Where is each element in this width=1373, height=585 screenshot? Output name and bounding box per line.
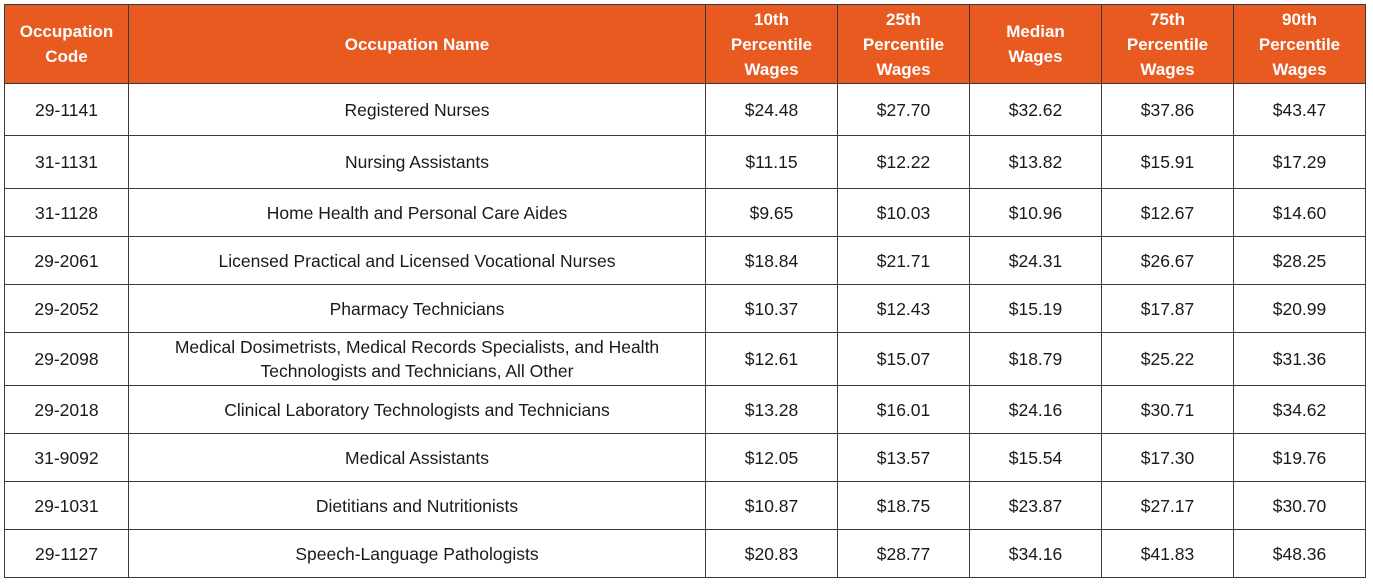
occupation-name-cell [129,333,706,386]
header-text-line: 75th [1150,9,1185,29]
table-header-row [5,5,1366,84]
p10-wage-cell: $13.28 [706,386,838,434]
p75-wage-cell: $17.87 [1102,285,1234,333]
occupation-code-cell: 31-1131 [5,136,129,189]
p75-wage-cell: $37.86 [1102,84,1234,136]
median-wage-cell: $23.87 [970,482,1102,530]
occupation-name-line: Technologists and Technicians, All Other [260,361,574,381]
p90-wage-cell: $20.99 [1234,285,1366,333]
table-row [5,386,1366,434]
header-text-line: Percentile [1258,34,1341,54]
p25-wage-cell: $21.71 [838,237,970,285]
occupation-name-line: Medical Assistants [345,447,489,468]
header-text-line: 25th [886,9,921,29]
header-text-line: Wages [1272,59,1327,79]
p10-wage-cell: $12.61 [706,333,838,386]
p10-wage-cell: $10.37 [706,285,838,333]
occupation-name-cell [129,482,706,530]
occupation-name-cell [129,189,706,237]
header-text-line: Occupation Name [344,34,490,54]
p25-wage-cell: $10.03 [838,189,970,237]
header-median [970,5,1102,84]
median-wage-cell: $34.16 [970,530,1102,578]
median-wage-cell: $24.31 [970,237,1102,285]
header-25th-percentile [838,5,970,84]
table-body [5,84,1366,578]
header-occupation-code [5,5,129,84]
table-row [5,136,1366,189]
p25-wage-cell: $28.77 [838,530,970,578]
p25-wage-cell: $13.57 [838,434,970,482]
header-text-line: Wages [1008,47,1063,66]
occupation-code-cell: 29-2052 [5,285,129,333]
p90-wage-cell: $17.29 [1234,136,1366,189]
p25-wage-cell: $12.22 [838,136,970,189]
header-text-line: Code [45,47,88,66]
occupation-code-cell: 31-9092 [5,434,129,482]
header-text-line: Wages [876,59,931,79]
header-text-line: 90th [1282,9,1317,29]
occupation-name-line: Nursing Assistants [345,152,489,172]
header-10th-percentile [706,5,838,84]
median-wage-cell: $15.54 [970,434,1102,482]
occupation-name-line: Registered Nurses [344,99,490,120]
header-text-line: Occupation [19,22,114,41]
p90-wage-cell: $28.25 [1234,237,1366,285]
occupation-code-cell: 29-1127 [5,530,129,578]
occupation-name-cell [129,434,706,482]
p25-wage-cell: $18.75 [838,482,970,530]
median-wage-cell: $10.96 [970,189,1102,237]
p75-wage-cell: $25.22 [1102,333,1234,386]
p90-wage-cell: $30.70 [1234,482,1366,530]
table-row [5,84,1366,136]
p25-wage-cell: $15.07 [838,333,970,386]
header-text-line: Percentile [730,34,813,54]
p10-wage-cell: $11.15 [706,136,838,189]
header-occupation-name [129,5,706,84]
p75-wage-cell: $30.71 [1102,386,1234,434]
header-text-line: Median [1006,22,1065,41]
occupation-code-cell: 29-2018 [5,386,129,434]
occupation-name-line: Medical Dosimetrists, Medical Records Specialists, and Health [174,337,660,357]
p75-wage-cell: $27.17 [1102,482,1234,530]
p75-wage-cell: $41.83 [1102,530,1234,578]
header-90th-percentile [1234,5,1366,84]
p75-wage-cell: $12.67 [1102,189,1234,237]
occupation-code-cell: 29-2061 [5,237,129,285]
p90-wage-cell: $19.76 [1234,434,1366,482]
p75-wage-cell: $26.67 [1102,237,1234,285]
wage-table [4,4,1366,578]
p10-wage-cell: $12.05 [706,434,838,482]
table-row [5,333,1366,386]
header-text-line: Wages [744,59,799,79]
p90-wage-cell: $34.62 [1234,386,1366,434]
p90-wage-cell: $31.36 [1234,333,1366,386]
header-text-line: 10th [754,9,789,29]
header-text-line: Percentile [1126,34,1209,54]
table-row [5,530,1366,578]
header-text-line: Wages [1140,59,1195,79]
occupation-name-cell [129,84,706,136]
occupation-name-line: Dietitians and Nutritionists [315,495,519,516]
occupation-code-cell: 29-1031 [5,482,129,530]
table-row [5,285,1366,333]
occupation-name-line: Speech-Language Pathologists [295,543,539,564]
median-wage-cell: $32.62 [970,84,1102,136]
p25-wage-cell: $12.43 [838,285,970,333]
p10-wage-cell: $24.48 [706,84,838,136]
median-wage-cell: $15.19 [970,285,1102,333]
occupation-name-line: Pharmacy Technicians [329,298,505,319]
occupation-code-cell: 29-1141 [5,84,129,136]
occupation-name-cell [129,386,706,434]
p75-wage-cell: $15.91 [1102,136,1234,189]
occupation-name-line: Licensed Practical and Licensed Vocational Nurses [218,250,616,271]
median-wage-cell: $24.16 [970,386,1102,434]
p90-wage-cell: $48.36 [1234,530,1366,578]
median-wage-cell: $18.79 [970,333,1102,386]
table-row [5,237,1366,285]
wage-table-container [4,4,1366,578]
p10-wage-cell: $9.65 [706,189,838,237]
table-row [5,482,1366,530]
occupation-name-line: Home Health and Personal Care Aides [266,202,568,223]
p25-wage-cell: $16.01 [838,386,970,434]
p90-wage-cell: $43.47 [1234,84,1366,136]
occupation-code-cell: 31-1128 [5,189,129,237]
table-row [5,189,1366,237]
p75-wage-cell: $17.30 [1102,434,1234,482]
occupation-name-cell [129,237,706,285]
header-text-line: Percentile [862,34,945,54]
p10-wage-cell: $10.87 [706,482,838,530]
occupation-name-cell [129,285,706,333]
occupation-name-cell [129,530,706,578]
p10-wage-cell: $18.84 [706,237,838,285]
occupation-name-cell [129,136,706,189]
occupation-code-cell: 29-2098 [5,333,129,386]
header-75th-percentile [1102,5,1234,84]
occupation-name-line: Clinical Laboratory Technologists and Technicians [224,399,610,420]
median-wage-cell: $13.82 [970,136,1102,189]
table-row [5,434,1366,482]
p25-wage-cell: $27.70 [838,84,970,136]
p90-wage-cell: $14.60 [1234,189,1366,237]
p10-wage-cell: $20.83 [706,530,838,578]
